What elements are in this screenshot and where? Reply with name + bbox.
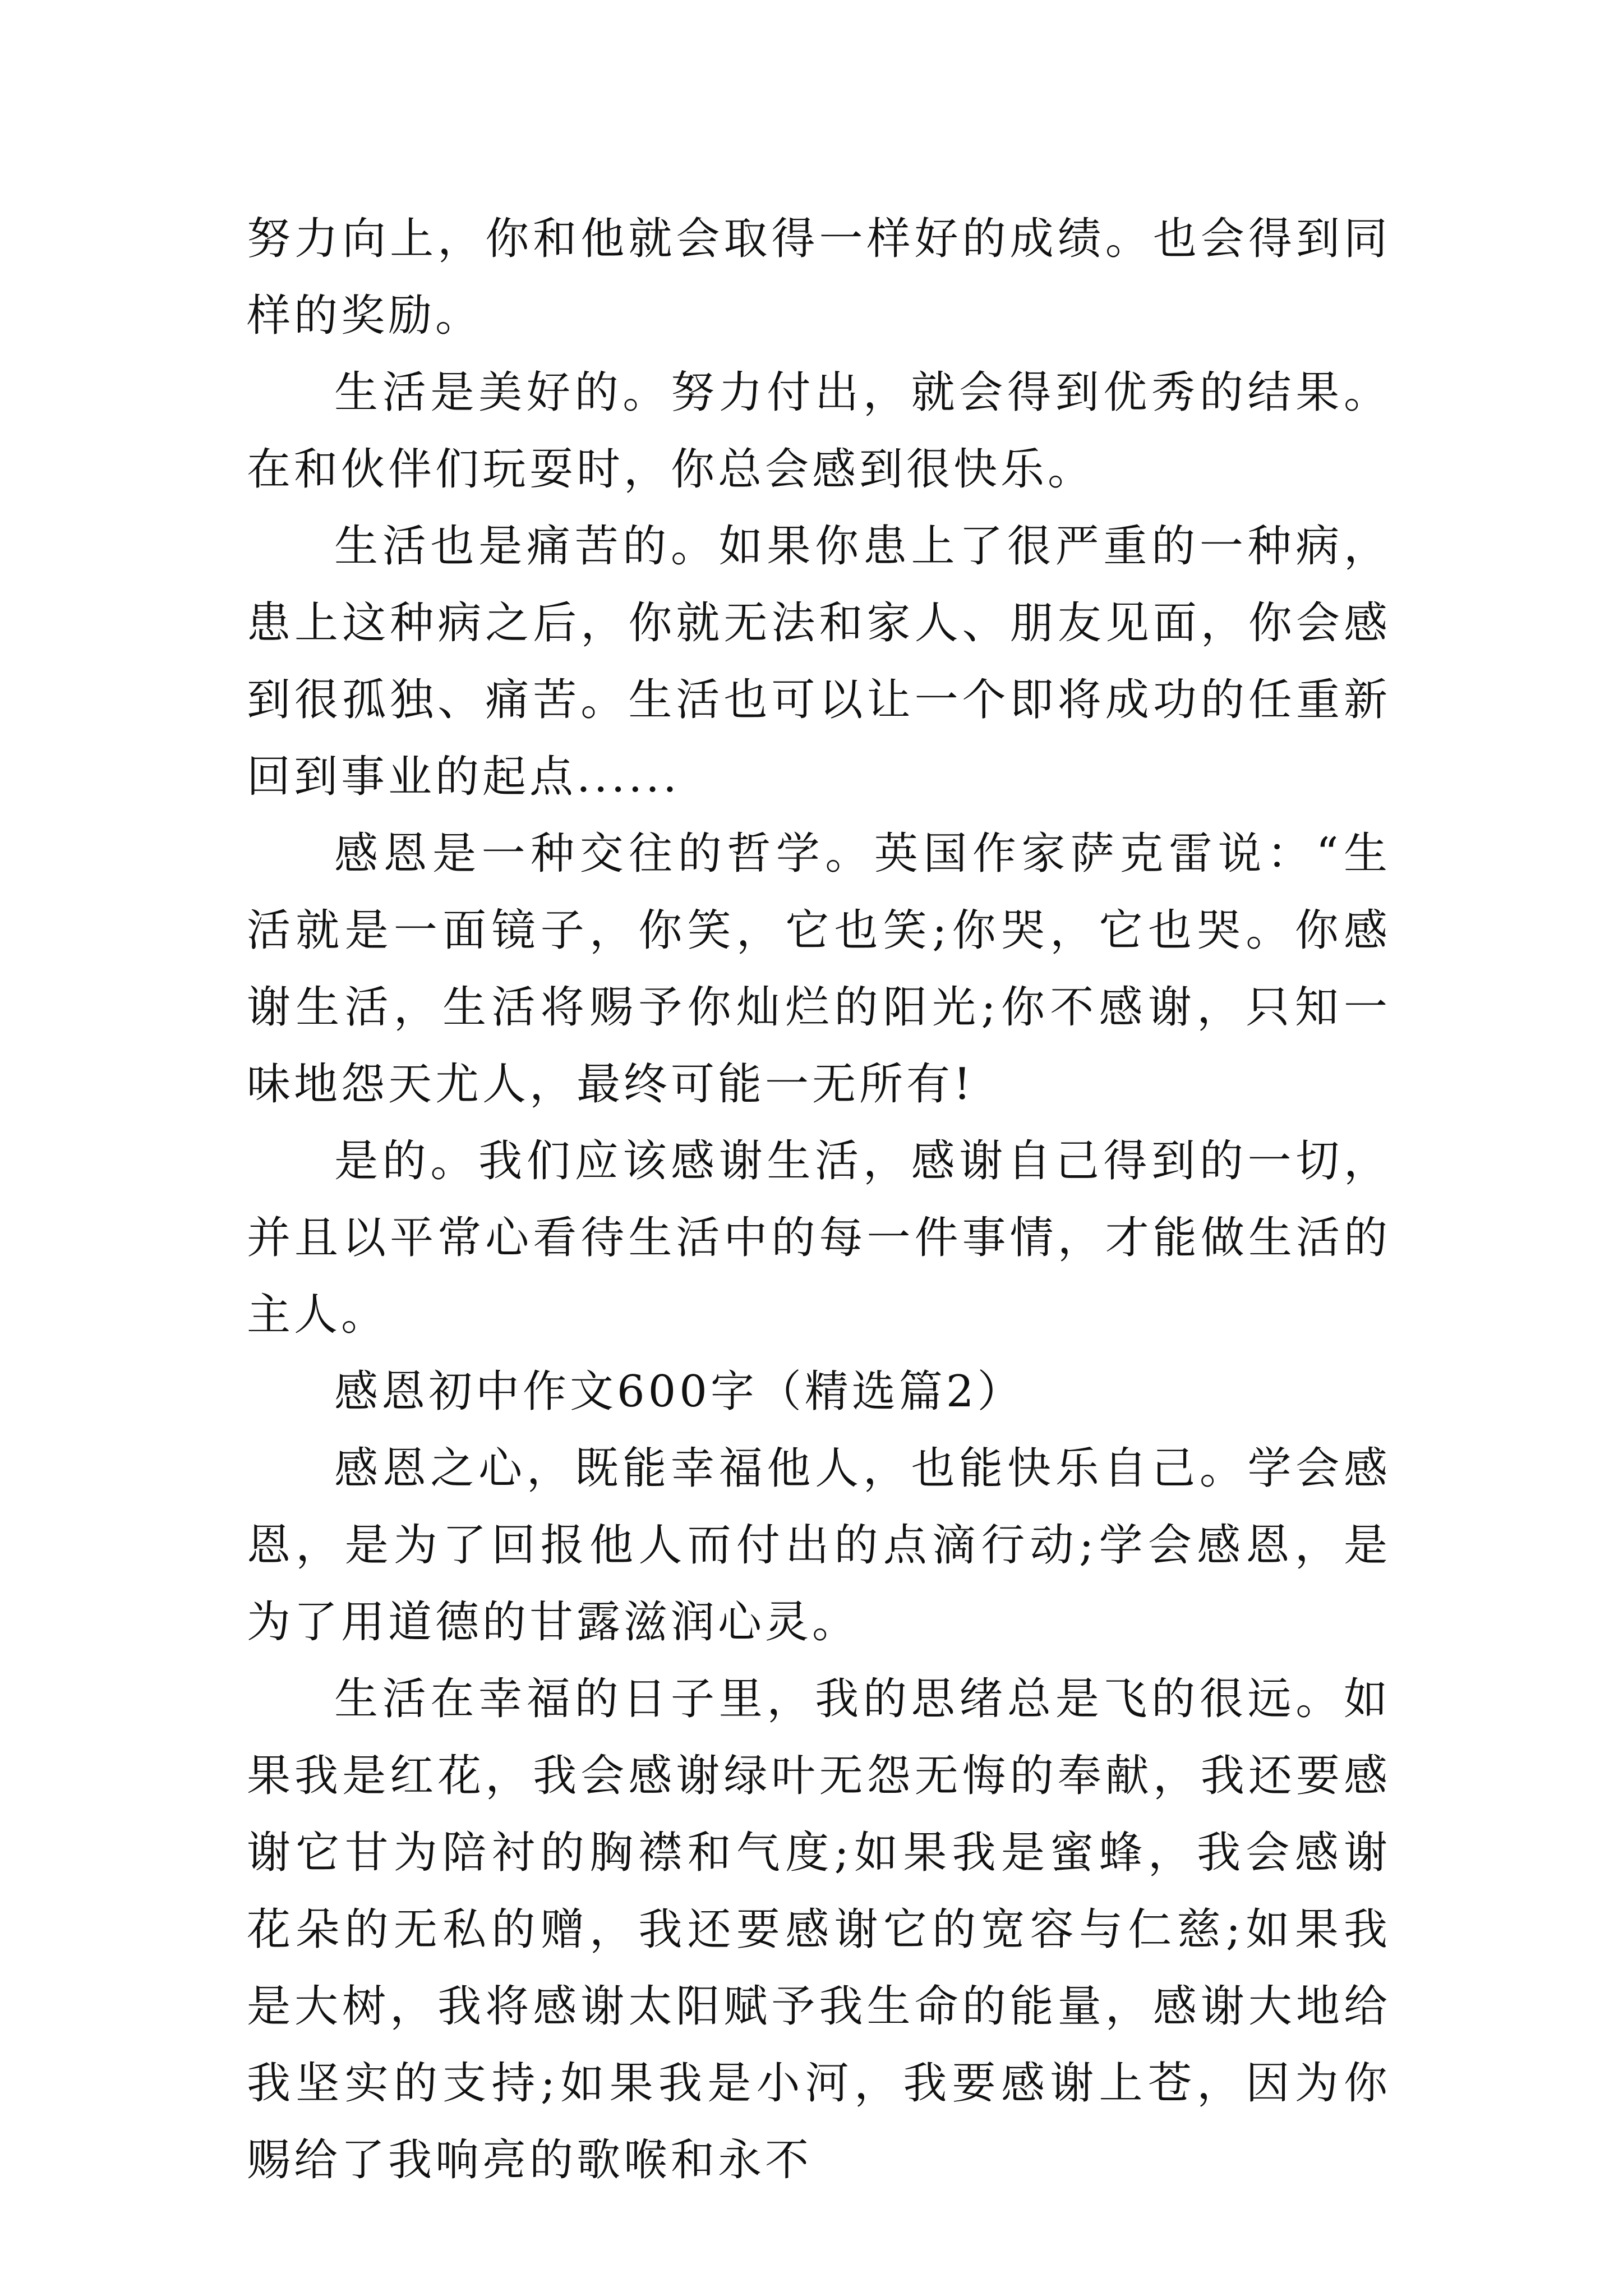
paragraph-life-beautiful: 生活是美好的。努力付出，就会得到优秀的结果。在和伙伴们玩耍时，你总会感到很快乐。 — [247, 367, 1391, 495]
paragraph-grateful-heart: 感恩之心，既能幸福他人，也能快乐自己。学会感恩，是为了回报他人而付出的点滴行动;学会感恩，是为了用道德的甘露滋润心灵。 — [247, 1443, 1391, 1648]
paragraph-happy-days: 生活在幸福的日子里，我的思绪总是飞的很远。如果我是红花，我会感谢绿叶无怨无悔的奉献，我还要感谢它甘为陪衬的胸襟和气度;如果我是蜜蜂，我会感谢花朵的无私的赠，我还要感谢它的宽容与仁慈;如果我是大树，我将感谢太阳赋予我生命的能量，感谢大地给我坚实的支持;如果我是小河，我要感谢上苍，因为你赐给了我响亮的歌喉和永不 — [247, 1674, 1391, 2185]
paragraph-gratitude-philosophy: 感恩是一种交往的哲学。英国作家萨克雷说：“生活就是一面镜子，你笑，它也笑;你哭，它也哭。你感谢生活，生活将赐予你灿烂的阳光;你不感谢，只知一味地怨天尤人，最终可能一无所有! — [247, 829, 1391, 1110]
paragraph-thank-life: 是的。我们应该感谢生活，感谢自己得到的一切，并且以平常心看待生活中的每一件事情，才能做生活的主人。 — [247, 1136, 1391, 1340]
article-body — [247, 201, 1391, 2199]
paragraph-life-painful: 生活也是痛苦的。如果你患上了很严重的一种病，患上这种病之后，你就无法和家人、朋友见面，你会感到很孤独、痛苦。生活也可以让一个即将成功的任重新回到事业的起点...... — [247, 521, 1391, 802]
paragraph-continuation: 努力向上，你和他就会取得一样好的成绩。也会得到同样的奖励。 — [247, 214, 1391, 341]
section-heading: 感恩初中作文600字（精选篇2） — [334, 1366, 1025, 1417]
